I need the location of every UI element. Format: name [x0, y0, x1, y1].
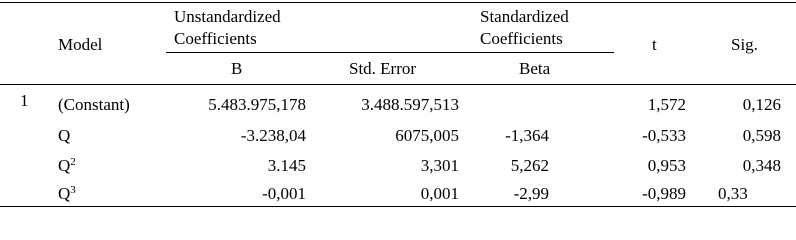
top-rule — [0, 2, 796, 3]
cell-b: 3.145 — [267, 156, 306, 175]
cell-sig: 0,348 — [742, 156, 781, 175]
cell-std-error: 3,301 — [420, 156, 459, 175]
cell-b: 5.483.975,178 — [208, 95, 306, 114]
subheader-beta: Beta — [519, 59, 551, 78]
exponent: 2 — [70, 156, 76, 168]
cell-std-error: 0,001 — [420, 184, 459, 203]
header-standardized-line2: Coefficients — [480, 29, 563, 48]
header-model: Model — [58, 35, 103, 54]
row-label: (Constant) — [58, 95, 130, 114]
header-t: t — [652, 35, 657, 54]
cell-beta: 5,262 — [510, 156, 549, 175]
bottom-rule — [0, 206, 796, 207]
cell-t: 0,953 — [647, 156, 686, 175]
header-sig: Sig. — [731, 35, 758, 54]
cell-sig: 0,598 — [742, 126, 781, 145]
row-label: $Q^3$ — [58, 184, 76, 203]
cell-sig: 0,33 — [718, 184, 748, 203]
row-label: $Q^2$ — [58, 156, 76, 175]
unstandardized-group-rule — [166, 52, 614, 53]
cell-t: -0,989 — [642, 184, 686, 203]
row-label: Q — [58, 126, 71, 145]
cell-b: -0,001 — [262, 184, 306, 203]
exponent: 3 — [70, 184, 76, 196]
header-unstandardized-line1: Unstandardized — [174, 7, 281, 26]
cell-beta: -1,364 — [505, 126, 549, 145]
header-bottom-rule — [0, 84, 796, 85]
cell-std-error: 3.488.597,513 — [361, 95, 459, 114]
cell-t: 1,572 — [647, 95, 686, 114]
cell-b: -3.238,04 — [240, 126, 306, 145]
cell-t: -0,533 — [642, 126, 686, 145]
cell-beta: -2,99 — [513, 184, 549, 203]
subheader-b: B — [231, 59, 243, 78]
header-unstandardized-line2: Coefficients — [174, 29, 257, 48]
header-standardized-line1: Standardized — [480, 7, 569, 26]
model-number: 1 — [20, 91, 29, 110]
subheader-std-error: Std. Error — [349, 59, 417, 78]
cell-std-error: 6075,005 — [395, 126, 459, 145]
cell-sig: 0,126 — [742, 95, 781, 114]
